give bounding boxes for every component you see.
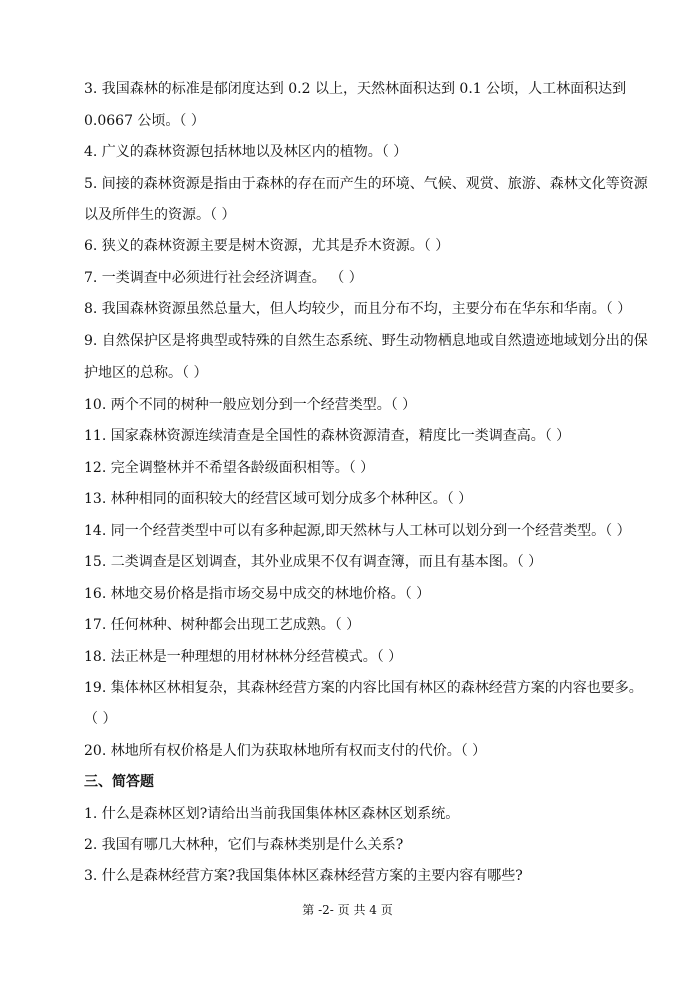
question-line: 20. 林地所有权价格是人们为获取林地所有权而支付的代价。（ ） (84, 743, 487, 759)
question-line: 护地区的总称。（ ） (84, 365, 208, 381)
question-line: 15. 二类调查是区划调查，其外业成果不仅有调查簿，而且有基本图。（ ） (84, 554, 543, 570)
question-line: 9. 自然保护区是将典型或特殊的自然生态系统、野生动物栖息地或自然遗迹地域划分出的保 (84, 333, 648, 349)
question-line: 6. 狭义的森林资源主要是树木资源，尤其是乔木资源。（ ） (84, 238, 450, 254)
question-line: 14. 同一个经营类型中可以有多种起源,即天然林与人工林可以划分到一个经营类型。（ ） (84, 523, 631, 539)
short-answer-item: 1. 什么是森林区划?请给出当前我国集体林区森林区划系统。 (84, 806, 460, 822)
question-line: 0.0667 公顷。（ ） (84, 113, 205, 129)
question-line: 13. 林种相同的面积较大的经营区域可划分成多个林种区。（ ） (84, 491, 473, 507)
question-line: 3. 我国森林的标准是郁闭度达到 0.2 以上，天然林面积达到 0.1 公顷，人工林面积达到 (84, 81, 627, 97)
question-line: 10. 两个不同的树种一般应划分到一个经营类型。（ ） (84, 397, 417, 413)
short-answer-item: 3. 什么是森林经营方案?我国集体林区森林经营方案的主要内容有哪些? (84, 868, 523, 884)
short-answer-item: 2. 我国有哪几大林种，它们与森林类别是什么关系? (84, 837, 404, 853)
question-line: 17. 任何林种、树种都会出现工艺成熟。（ ） (84, 617, 361, 633)
question-line: 以及所伴生的资源。（ ） (84, 207, 236, 223)
page-footer: 第 -2- 页 共 4 页 (302, 903, 393, 917)
question-line: 4. 广义的森林资源包括林地以及林区内的植物。（ ） (84, 144, 408, 160)
question-line: （ ） (84, 711, 117, 727)
section-title: 三、简答题 (84, 774, 154, 790)
question-line: 16. 林地交易价格是指市场交易中成交的林地价格。（ ） (84, 586, 431, 602)
question-line: 7. 一类调查中必须进行社会经济调查。 （ ） (84, 270, 363, 286)
question-line: 11. 国家森林资源连续清查是全国性的森林资源清查，精度比一类调查高。（ ） (84, 428, 571, 444)
question-line: 12. 完全调整林并不希望各龄级面积相等。（ ） (84, 460, 375, 476)
question-line: 8. 我国森林资源虽然总量大，但人均较少，而且分布不均，主要分布在华东和华南。（ ） (84, 301, 632, 317)
question-line: 5. 间接的森林资源是指由于森林的存在而产生的环境、气候、观赏、旅游、森林文化等资源 (84, 176, 648, 192)
question-line: 18. 法正林是一种理想的用材林林分经营模式。（ ） (84, 649, 403, 665)
question-line: 19. 集体林区林相复杂，其森林经营方案的内容比国有林区的森林经营方案的内容也要多。 (84, 680, 643, 696)
